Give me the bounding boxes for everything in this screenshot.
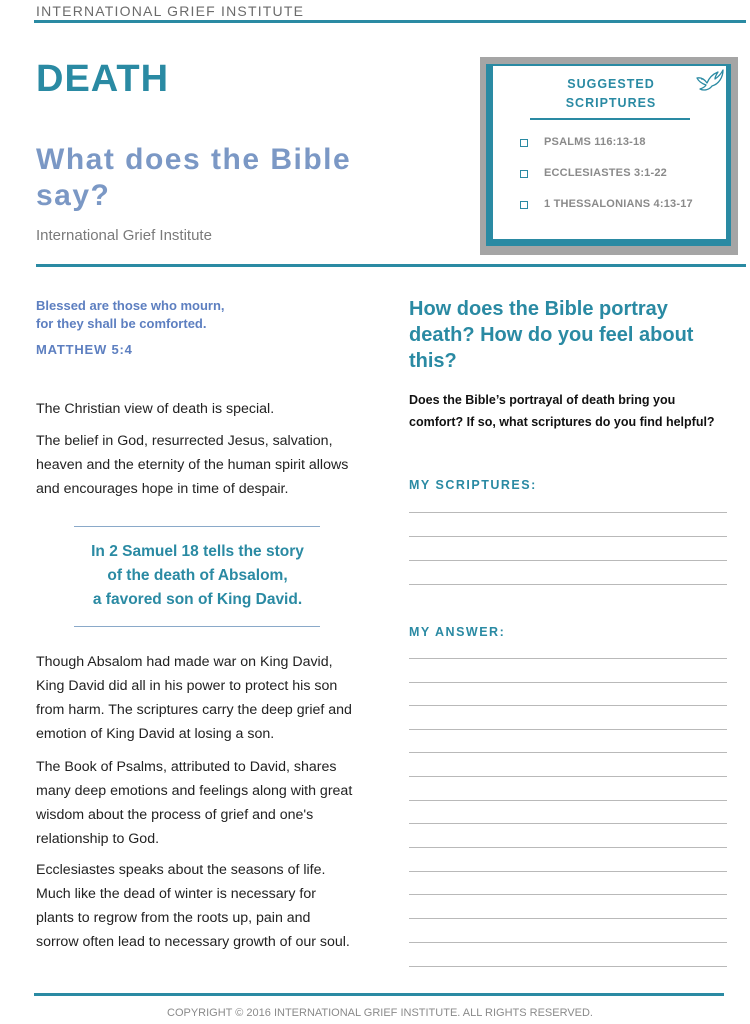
answer-writing-line[interactable] [409,800,727,801]
scriptures-writing-line[interactable] [409,512,727,513]
callout-line: a favored son of King David. [92,591,303,608]
page-subtitle: What does the Bible say? [36,143,352,212]
question-text: Does the Bible’s portrayal of death bring you comfort? If so, what scriptures do you find helpful? [409,393,715,429]
scripture-box-rule [530,118,690,120]
org-name-top: INTERNATIONAL GRIEF INSTITUTE [36,3,305,19]
scripture-item [518,136,723,167]
dove-icon [694,62,726,94]
body-paragraph: Though Absalom had made war on King David, King David did all in his power to protect his son from harm. The scriptures carry the deep grief and emotion of King David at losing a son. [36,654,352,742]
bible-quote-line: for they shall be comforted. [36,316,207,331]
scripture-item-label: PSALMS 116:13-18 [544,136,646,148]
scriptures-writing-line[interactable] [409,584,727,585]
answer-writing-line[interactable] [409,705,727,706]
my-answer-label: MY ANSWER: [409,625,506,639]
question-heading: How does the Bible portray death? How do you feel about this? [409,298,694,372]
callout-top-rule [74,526,320,527]
bible-quote-reference: MATTHEW 5:4 [36,342,133,357]
answer-writing-line[interactable] [409,966,727,967]
scripture-box-title-line: SUGGESTED [567,77,655,91]
org-name-subtitle: International Grief Institute [36,227,212,244]
answer-writing-line[interactable] [409,823,727,824]
checkbox-icon [520,170,528,178]
scriptures-writing-line[interactable] [409,560,727,561]
callout-line: In 2 Samuel 18 tells the story [91,543,304,560]
answer-writing-line[interactable] [409,871,727,872]
top-divider [34,20,746,23]
scripture-list [518,136,723,229]
answer-writing-line[interactable] [409,776,727,777]
copyright-notice: COPYRIGHT © 2016 INTERNATIONAL GRIEF INSTITUTE. ALL RIGHTS RESERVED. [167,1007,593,1019]
bible-quote [36,297,225,333]
scripture-item [518,167,723,198]
my-scriptures-label: MY SCRIPTURES: [409,478,537,492]
checkbox-icon [520,201,528,209]
footer-divider [34,993,724,996]
body-paragraph: The Book of Psalms, attributed to David, shares many deep emotions and feelings along with great wisdom about the process of grief and one's relationship to God. [36,759,353,847]
scripture-box-title-line: SCRIPTURES [565,96,657,110]
answer-writing-line[interactable] [409,942,727,943]
scripture-box-title [530,75,692,113]
callout-text [40,540,355,612]
answer-writing-line[interactable] [409,682,727,683]
callout-line: of the death of Absalom, [107,567,288,584]
callout-bottom-rule [74,626,320,627]
body-paragraph: The belief in God, resurrected Jesus, salvation, heaven and the eternity of the human spirit allows and encourages hope in time of despair. [36,433,349,497]
answer-writing-line[interactable] [409,918,727,919]
answer-writing-line[interactable] [409,752,727,753]
header-divider [36,264,746,267]
scripture-item-label: 1 THESSALONIANS 4:13-17 [544,198,693,210]
answer-writing-line[interactable] [409,847,727,848]
scripture-item [518,198,723,229]
body-paragraph: Ecclesiastes speaks about the seasons of life. Much like the dead of winter is necessary for plants to regrow from the roots up, pain and sorrow often lead to necessary growth of our soul. [36,862,350,950]
scriptures-writing-line[interactable] [409,536,727,537]
scripture-item-label: ECCLESIASTES 3:1-22 [544,167,668,179]
bible-quote-line: Blessed are those who mourn, [36,298,225,313]
body-paragraph: The Christian view of death is special. [36,401,275,417]
answer-writing-line[interactable] [409,894,727,895]
answer-writing-line[interactable] [409,658,727,659]
checkbox-icon [520,139,528,147]
page-title: DEATH [36,58,170,100]
answer-writing-line[interactable] [409,729,727,730]
